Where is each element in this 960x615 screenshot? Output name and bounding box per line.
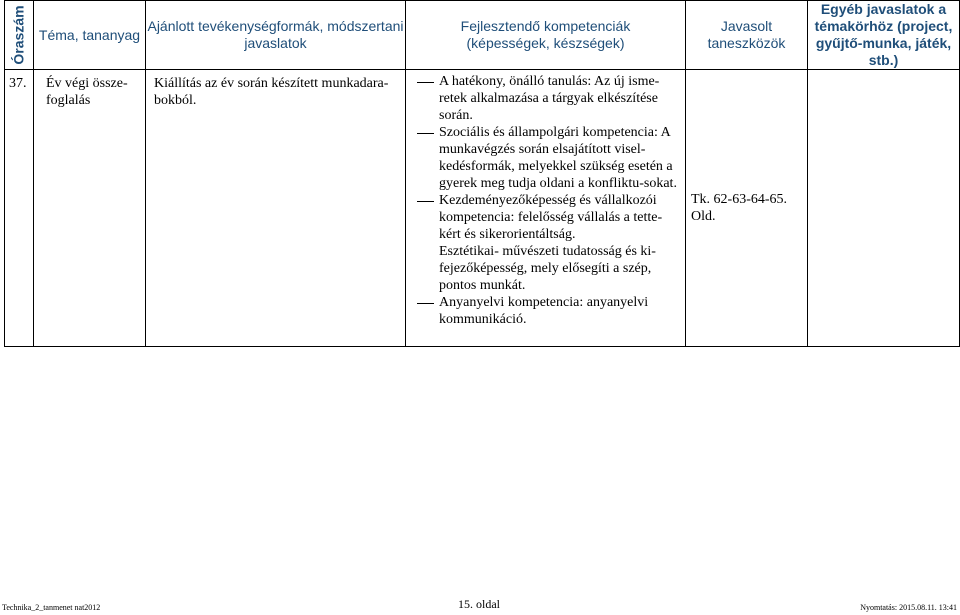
header-row: [5, 1, 960, 70]
lesson-competences: [406, 70, 686, 347]
header-hours: Óraszám: [5, 1, 34, 70]
header-competence-line2: (képességek, készségek): [466, 35, 625, 51]
lesson-activity: Kiállítás az év során készített munkadara-bokból.: [146, 70, 406, 347]
header-competence: [406, 1, 686, 70]
table-row: [5, 70, 960, 347]
lesson-tools: [686, 70, 808, 347]
header-activity: Ajánlott tevékenységformák, módszertani javaslatok: [146, 1, 406, 70]
competence-list: [415, 73, 677, 328]
competence-item: Szociális és állampolgári kompetencia: A munkavégzés során elsajátított visel-kedésformák, melyekkel szükség esetén a gyerek meg tudja oldani a konfliktu-sokat.: [415, 124, 677, 192]
competence-item: Kezdeményezőképesség és vállalkozói kompetencia: felelősség vállalás a tette-kért és sikerorientáltság.: [415, 192, 677, 243]
curriculum-table: [4, 0, 960, 347]
footer-filename: Technika_2_tanmenet nat2012: [2, 603, 101, 612]
lesson-number: 37.: [5, 70, 34, 347]
competence-item: Anyanyelvi kompetencia: anyanyelvi kommunikáció.: [415, 294, 677, 328]
tools-text: Tk. 62-63-64-65. Old.: [691, 192, 788, 224]
lesson-other: [808, 70, 960, 347]
footer-print-date: Nyomtatás: 2015.08.11. 13:41: [860, 603, 957, 612]
header-other: Egyéb javaslatok a témakörhöz (project, gyűjtő-munka, játék, stb.): [808, 1, 960, 70]
lesson-topic: Év végi össze-foglalás: [34, 70, 146, 347]
header-competence-line1: Fejlesztendő kompetenciák: [460, 18, 631, 34]
header-tools: Javasolt taneszközök: [686, 1, 808, 70]
header-topic: Téma, tananyag: [34, 1, 146, 70]
footer-page-number: 15. oldal: [458, 597, 500, 611]
competence-item: A hatékony, önálló tanulás: Az új isme-retek alkalmazása a tárgyak elkészítése során.: [415, 73, 677, 124]
page-footer: [0, 597, 960, 615]
competence-item: Esztétikai- művészeti tudatosság és ki-fejezőképesség, mely elősegíti a szép, pontos munkát.: [439, 244, 656, 293]
